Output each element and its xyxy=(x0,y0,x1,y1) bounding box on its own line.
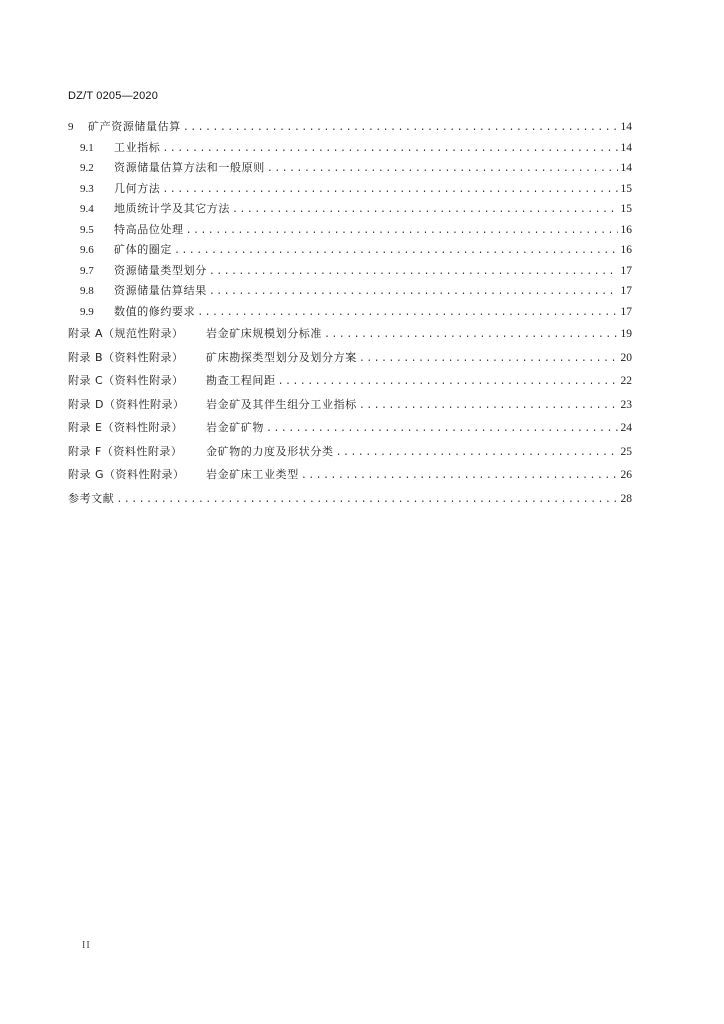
dot-leader xyxy=(209,263,618,283)
toc-title: 岩金矿及其伴生组分工业指标 xyxy=(206,397,357,411)
table-of-contents xyxy=(68,117,632,510)
dot-leader xyxy=(174,242,618,262)
toc-title: 岩金矿矿物 xyxy=(206,421,264,434)
toc-title: 特高品位处理 xyxy=(114,222,184,236)
dot-leader xyxy=(183,119,618,139)
toc-entry-references[interactable] xyxy=(68,487,632,510)
toc-page-number: 14 xyxy=(620,162,632,174)
toc-title: 工业指标 xyxy=(114,140,161,154)
dot-leader xyxy=(197,304,617,324)
toc-entry-appendix-g[interactable] xyxy=(68,463,632,487)
toc-entry-9-6[interactable] xyxy=(68,240,632,261)
toc-entry-9-3[interactable] xyxy=(68,179,632,200)
toc-entry-appendix-b[interactable] xyxy=(68,346,632,370)
dot-leader xyxy=(186,222,618,242)
toc-page-number: 14 xyxy=(620,121,632,133)
toc-entry-9-1[interactable] xyxy=(68,138,632,159)
toc-entry-9-2[interactable] xyxy=(68,158,632,179)
toc-title: 矿床勘探类型划分及划分方案 xyxy=(206,350,357,364)
appendix-label: 附录 D（资料性附录） xyxy=(68,397,185,411)
toc-title: 参考文献 xyxy=(68,491,115,505)
dot-leader xyxy=(266,418,618,441)
toc-number: 9.9 xyxy=(80,305,94,318)
dot-leader xyxy=(267,160,618,180)
dot-leader xyxy=(232,201,618,221)
toc-page-number: 17 xyxy=(620,264,632,277)
toc-title: 矿体的圈定 xyxy=(114,243,172,256)
dot-leader xyxy=(162,181,617,201)
toc-entry-appendix-c[interactable] xyxy=(68,369,632,393)
dot-leader xyxy=(336,442,618,465)
toc-page-number: 15 xyxy=(620,182,632,195)
dot-leader xyxy=(209,283,618,303)
toc-number: 9.7 xyxy=(80,264,94,277)
toc-title: 资源储量估算结果 xyxy=(114,284,207,297)
toc-page-number: 19 xyxy=(620,328,632,340)
toc-title: 矿产资源储量估算 xyxy=(88,120,181,133)
toc-entry-9-9[interactable] xyxy=(68,302,632,323)
toc-entry-9-8[interactable] xyxy=(68,281,632,302)
toc-number: 9.6 xyxy=(80,244,94,256)
toc-title: 地质统计学及其它方法 xyxy=(114,202,230,215)
appendix-label: 附录 A（规范性附录） xyxy=(68,327,184,340)
toc-page-number: 28 xyxy=(620,492,632,505)
toc-entry-chapter-9[interactable] xyxy=(68,117,632,138)
toc-page-number: 26 xyxy=(620,469,632,481)
toc-title: 金矿物的力度及形状分类 xyxy=(206,444,334,458)
dot-leader xyxy=(301,465,618,488)
toc-number: 9 xyxy=(68,121,74,133)
appendix-label: 附录 G（资料性附录） xyxy=(68,468,185,481)
toc-page-number: 16 xyxy=(620,223,632,236)
toc-page-number: 25 xyxy=(620,445,632,458)
toc-entry-9-5[interactable] xyxy=(68,220,632,241)
appendix-label: 附录 C（资料性附录） xyxy=(68,374,184,387)
toc-number: 9.1 xyxy=(80,141,94,154)
toc-title: 资源储量估算方法和一般原则 xyxy=(114,161,265,174)
toc-number: 9.8 xyxy=(80,285,94,297)
toc-entry-appendix-d[interactable] xyxy=(68,393,632,417)
standard-code: DZ/T 0205—2020 xyxy=(68,90,159,102)
toc-number: 9.5 xyxy=(80,223,94,236)
toc-number: 9.4 xyxy=(80,203,94,215)
dot-leader xyxy=(162,140,617,160)
page-folio: II xyxy=(82,940,91,951)
toc-entry-9-4[interactable] xyxy=(68,199,632,220)
dot-leader xyxy=(278,371,618,394)
toc-entry-appendix-e[interactable] xyxy=(68,416,632,440)
toc-title: 岩金矿床工业类型 xyxy=(206,468,299,481)
dot-leader xyxy=(359,395,618,418)
toc-number: 9.3 xyxy=(80,182,94,195)
toc-page-number: 14 xyxy=(620,141,632,154)
dot-leader xyxy=(116,489,617,512)
toc-entry-9-7[interactable] xyxy=(68,261,632,282)
toc-page-number: 17 xyxy=(620,305,632,318)
dot-leader xyxy=(359,348,618,371)
appendix-label: 附录 E（资料性附录） xyxy=(68,421,183,434)
appendix-label: 附录 F（资料性附录） xyxy=(68,444,183,458)
toc-page-number: 15 xyxy=(620,203,632,215)
toc-title: 资源储量类型划分 xyxy=(114,263,207,277)
toc-number: 9.2 xyxy=(80,162,94,174)
toc-title: 勘查工程间距 xyxy=(206,374,276,387)
toc-title: 数值的修约要求 xyxy=(114,304,196,318)
appendix-label: 附录 B（资料性附录） xyxy=(68,350,184,364)
toc-page-number: 16 xyxy=(620,244,632,256)
dot-leader xyxy=(324,324,618,347)
toc-page-number: 24 xyxy=(620,422,632,434)
toc-page-number: 22 xyxy=(620,375,632,387)
toc-page-number: 20 xyxy=(620,351,632,364)
toc-page-number: 23 xyxy=(620,398,632,411)
toc-title: 岩金矿床规模划分标准 xyxy=(206,327,322,340)
toc-entry-appendix-f[interactable] xyxy=(68,440,632,464)
toc-page-number: 17 xyxy=(620,285,632,297)
toc-entry-appendix-a[interactable] xyxy=(68,322,632,346)
toc-title: 几何方法 xyxy=(114,181,161,195)
